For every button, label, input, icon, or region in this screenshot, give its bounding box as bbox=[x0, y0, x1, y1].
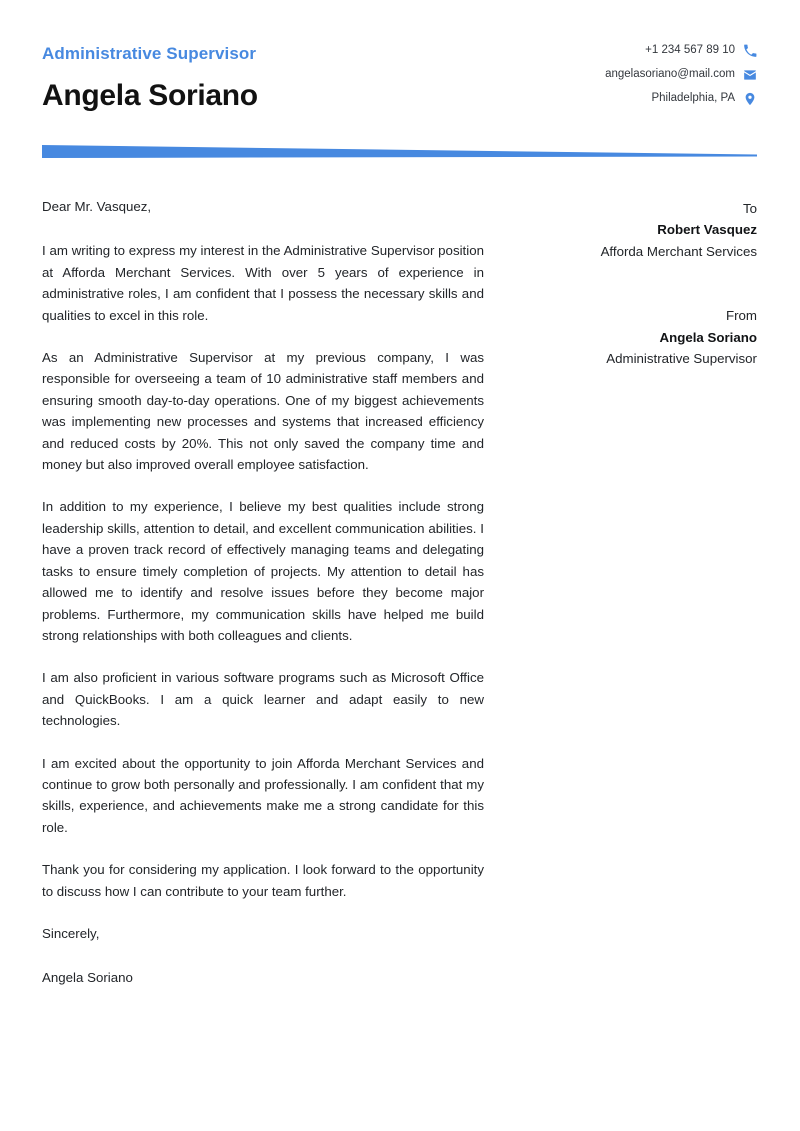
contact-location[interactable] bbox=[651, 92, 757, 106]
recipient-label: To bbox=[742, 201, 757, 216]
letter-paragraph-1: I am writing to express my interest in the Administrative Supervisor position at Afforda Merchant Services. With over 5 years of experience in administrative roles, I am confident that I possess the necessary skills and qualities to excel in this role. bbox=[42, 243, 484, 323]
letter-paragraph-4: I am also proficient in various software programs such as Microsoft Office and QuickBooks. I am a quick learner and adapt easily to new technologies. bbox=[42, 670, 484, 729]
header-full-name: Angela Soriano bbox=[42, 79, 258, 113]
recipient-name: Robert Vasquez bbox=[657, 222, 757, 238]
contact-location-value: Philadelphia, PA bbox=[651, 92, 735, 105]
letter-paragraph-3: In addition to my experience, I believe my best qualities include strong leadership skills, attention to detail, and excellent communication abilities. I have a proven track record of effectively managing teams and delegating tasks to ensure timely completion of projects. My attention to detail has allowed me to identify and resolve issues before they become major problems. Furthermore, my communication skills have helped me build strong relationships with both colleagues and clients. bbox=[42, 499, 484, 643]
document-body bbox=[42, 196, 757, 989]
letter-paragraph-6: Thank you for considering my application. I look forward to the opportunity to discuss how I can contribute to your team further. bbox=[42, 862, 484, 899]
header-job-title: Administrative Supervisor bbox=[42, 44, 257, 63]
contact-info-list bbox=[605, 40, 757, 106]
letter-meta-column bbox=[544, 196, 757, 989]
email-icon bbox=[743, 68, 757, 82]
contact-email-value: angelasoriano@mail.com bbox=[605, 68, 735, 81]
sender-block bbox=[544, 305, 757, 369]
contact-phone[interactable] bbox=[645, 44, 757, 58]
document-header bbox=[42, 40, 757, 115]
recipient-block bbox=[544, 198, 757, 262]
letter-salutation: Dear Mr. Vasquez, bbox=[42, 199, 152, 214]
contact-phone-value: +1 234 567 89 10 bbox=[645, 44, 735, 57]
identity-block bbox=[42, 40, 258, 115]
sender-label: From bbox=[725, 308, 757, 324]
sender-name: Angela Soriano bbox=[659, 329, 757, 345]
phone-icon bbox=[743, 44, 757, 58]
letter-paragraph-5: I am excited about the opportunity to join Afforda Merchant Services and continue to grow both personally and professionally. I am confident that my skills, experience, and achievements make me a strong candidate for this role. bbox=[42, 755, 484, 835]
letter-paragraph-2: As an Administrative Supervisor at my previous company, I was responsible for overseeing a team of 10 administrative staff members and ensuring smooth day-to-day operations. One of my biggest achievements was implementing new processes and systems that increased efficiency and reduced costs by 20%. This not only saved the company time and money but also improved overall employee satisfaction. bbox=[42, 350, 484, 473]
letter-sign-off: Sincerely, bbox=[42, 925, 100, 941]
letter-text-column bbox=[42, 196, 484, 989]
sender-role: Administrative Supervisor bbox=[606, 351, 757, 367]
location-icon bbox=[743, 92, 757, 106]
contact-email[interactable] bbox=[605, 68, 757, 82]
letter-signature: Angela Soriano bbox=[42, 970, 133, 986]
recipient-organization: Afforda Merchant Services bbox=[600, 243, 757, 259]
blue-wedge-divider bbox=[42, 145, 757, 160]
